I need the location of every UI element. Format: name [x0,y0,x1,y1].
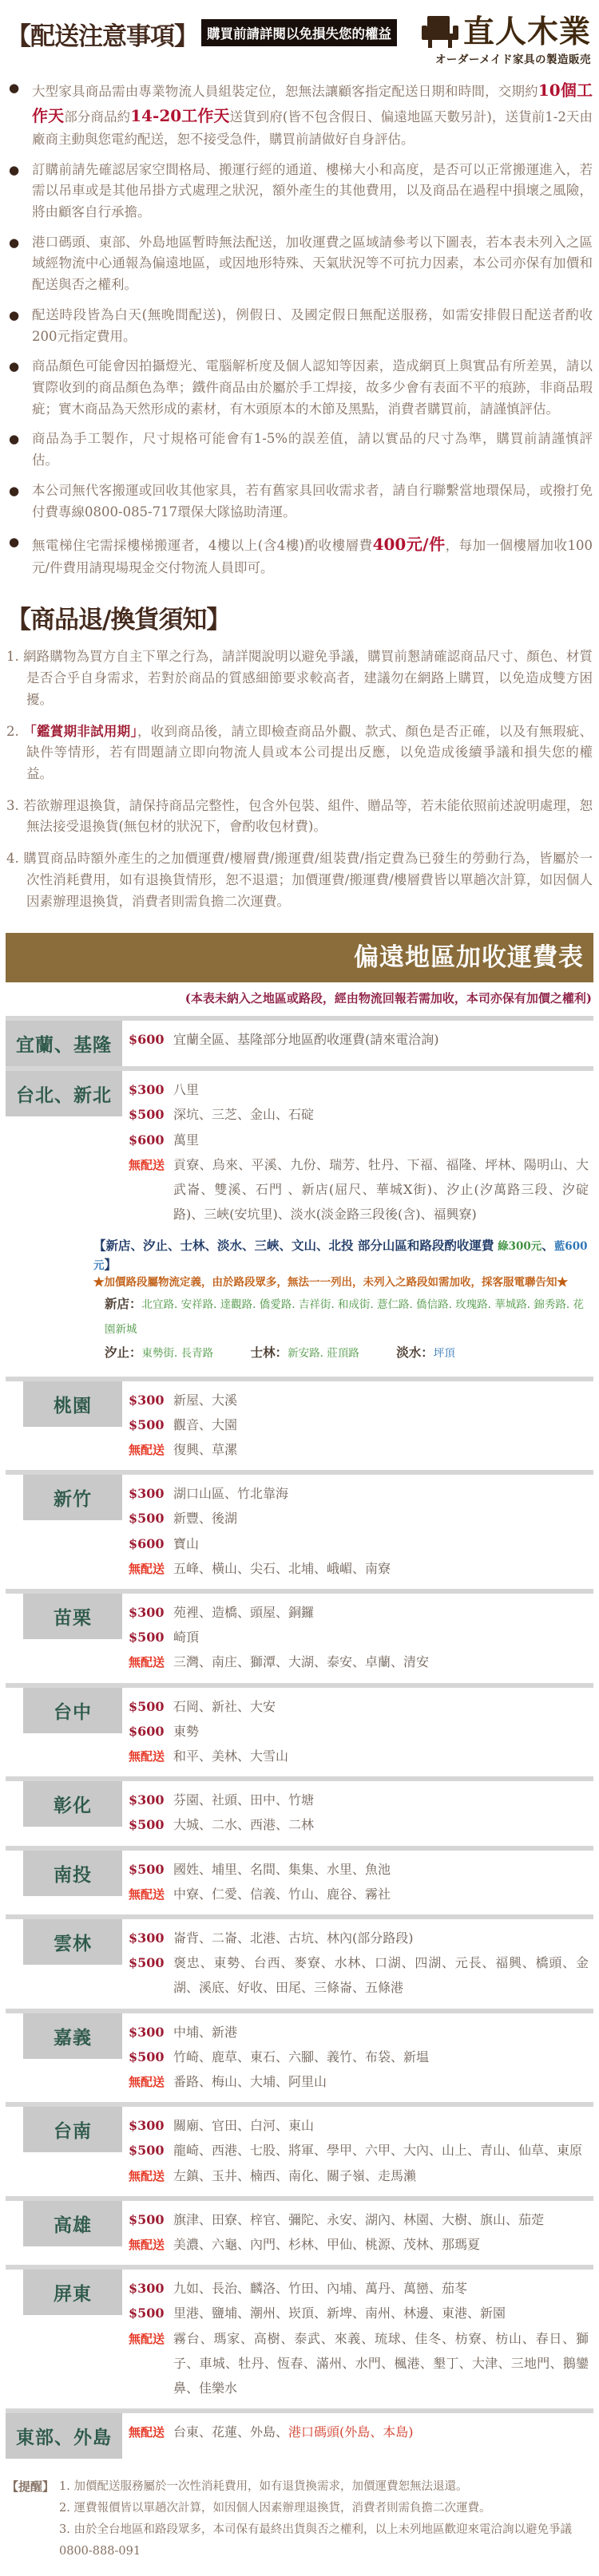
bullet-icon: ● [9,535,20,550]
fee-line [129,1625,592,1650]
returns-item [6,646,593,710]
fee-line [129,2326,592,2401]
fee-areas: 竹崎、鹿草、東石、六腳、義竹、布袋、新塭 [173,2049,430,2064]
bullet-icon: ● [9,432,20,447]
fee-areas: 和平、美林、大雪山 [173,1748,289,1764]
notice-item [6,160,593,223]
fee-price: $500 [129,1107,165,1123]
fee-areas: 復興、草漯 [173,1441,238,1457]
fee-price: $600 [129,1032,165,1048]
fee-price: $500 [129,2305,165,2321]
page-title: 【配送注意事項】 [6,22,198,51]
delivery-notice-list [0,69,599,579]
fee-areas: 東勢 [173,1723,200,1739]
note-headline: 【新店、汐止、士林、淡水、三峽、文山、北投 部分山區和路段酌收運費 綠300元、藍600元】 [93,1238,588,1272]
bullet-icon: ● [9,162,20,177]
returns-item-text: 1. 網路購物為買方自主下單之行為，請詳閱說明以避免爭議，購買前懇請確認商品尺寸、顏色、材質是否合乎自身需求，若對於商品的質感細節要求較高者，建議勿在網路上購買，以免造成雙方困擾。 [6,649,593,707]
notice-item [6,77,593,151]
fee-table-row [6,2009,593,2103]
fee-price: $300 [129,1930,165,1946]
bullet-icon: ● [9,307,20,322]
fee-line [129,1531,592,1556]
fee-line [129,2163,592,2188]
region-fee-list [122,2013,593,2103]
fee-table-row [6,1846,593,1914]
fee-price: $500 [129,1861,165,1877]
region-label: 新竹 [23,1475,122,1520]
fee-areas: 龍崎、西港、七股、將軍、學甲、六甲、大內、山上、青山、仙草、東原 [173,2143,583,2159]
fee-areas: 觀音、大園 [173,1416,238,1432]
fee-line [129,2276,592,2301]
fee-line [129,1857,592,1882]
notice-item [6,480,593,523]
fee-line [129,1437,592,1462]
fee-line [129,2069,592,2094]
returns-item-text: 2. 「鑑賞期非試用期」，收到商品後，請立即檢查商品外觀、款式、顏色是否正確，以及有無瑕疵、缺件等情形，若有問題請立即向物流人員或本公司提出反應，以免造成後續爭議和損失您的權益。 [6,723,593,781]
fee-price: $300 [129,2118,165,2134]
fee-areas: 關廟、官田、白河、東山 [173,2118,315,2134]
fee-areas: 深坑、三芝、金山、石碇 [173,1107,315,1123]
fee-line [129,1102,592,1127]
region-label: 雲林 [23,1919,122,1965]
fee-areas: 湖口山區、竹北靠海 [173,1486,289,1502]
region-label: 桃園 [23,1381,122,1427]
notice-item [6,356,593,420]
fee-areas: 崎頂 [173,1630,200,1646]
fee-price: $300 [129,2024,165,2040]
region-fee-list [122,1381,593,1471]
notice-text: 無電梯住宅需採樓梯搬運者，4樓以上(含4樓)酌收樓層費400元/件，每加一個樓層加收100元/件費用請現場現金交付物流人員即可。 [32,535,593,575]
notice-text: 港口碼頭、東部、外島地區暫時無法配送，加收運費之區域請參考以下圖表，若本表未列入之區域經物流中心通報為偏遠地區，或因地形特殊、天氣狀況等不可抗力因素，本公司亦保有加價和配送與否之權利。 [32,234,593,293]
fee-price: 無配送 [129,2238,165,2253]
reminder-item-list [59,2476,593,2562]
fee-price: 無配送 [129,2425,165,2440]
notice-item [6,531,593,579]
fee-areas: 三灣、南庄、獅潭、大湖、泰安、卓蘭、清安 [173,1654,430,1670]
fee-line [129,1388,592,1412]
fee-line [129,1882,592,1906]
region-fee-list [122,2270,593,2408]
fee-areas: 國姓、埔里、名間、集集、水里、魚池 [173,1861,391,1877]
fee-areas: 新屋、大溪 [173,1392,238,1408]
fee-table-row [6,2265,593,2408]
region-fee-list [122,1781,593,1845]
fee-areas: 霧台、瑪家、高樹、泰武、來義、琉球、佳冬、枋寮、枋山、春日、獅子、車城、牡丹、恆春、滿州、水門、楓港、墾丁、大津、三地門、鵝鑾鼻、佳樂水 [173,2330,589,2396]
fee-price: $500 [129,1955,165,1971]
region-fee-list [122,1851,593,1914]
bullet-icon: ● [9,483,20,498]
fee-areas: 新豐、後湖 [173,1511,238,1527]
fee-line [129,2232,592,2257]
fee-price: $500 [129,1817,165,1833]
fee-line [129,1077,592,1102]
fee-line [129,1744,592,1768]
fee-areas: 貢寮、烏來、平溪、九份、瑞芳、牡丹、下福、福隆、坪林、陽明山、大武崙、雙溪、石門 、新店(屈尺、華城X街)、汐止(汐萬路三段、汐碇路)、三峽(安坑里)、淡水(淡金路三段後(含)、福興寮) [173,1156,589,1223]
fee-price: 無配送 [129,2074,165,2089]
fee-line [129,1556,592,1581]
region-fee-list [122,1475,593,1589]
fee-line [129,1027,592,1052]
fee-line [129,1950,592,2000]
fee-price: $600 [129,1132,165,1148]
fee-areas: 中埔、新港 [173,2024,238,2040]
fee-areas: 番路、梅山、大埔、阿里山 [173,2073,327,2089]
fee-price: $300 [129,1392,165,1408]
fee-table-rows [0,1016,599,2459]
bullet-icon: ● [9,359,20,374]
region-fee-list [122,2413,593,2452]
fee-price: $300 [129,1082,165,1098]
fee-price: 無配送 [129,1442,165,1457]
fee-line [129,1694,592,1719]
reminder-footer [0,2459,599,2562]
fee-areas: 萬里 [173,1132,200,1148]
region-label: 嘉義 [23,2013,122,2059]
fee-areas: 左鎮、玉井、楠西、南化、關子嶺、走馬瀨 [173,2167,417,2183]
note-disclaimer: ★加價路段屬物流定義，由於路段眾多，無法一一列出，未列入之路段如需加收，採客服電聯告知★ [93,1276,568,1290]
brand-tagline: オーダーメイド家具の製造販売 [434,53,591,66]
fee-areas: 旗津、田寮、梓官、彌陀、永安、湖內、林園、大樹、旗山、茄萣 [173,2211,545,2227]
note-other-roads: 汐止：東勢街. 長青路 士林：新安路. 莊頂路 淡水：坪頂 [105,1345,455,1361]
fee-price: $500 [129,1416,165,1432]
fee-table-row [6,1914,593,2009]
fee-table-subtitle: (本表未納入之地區或路段，經由物流回報若需加收，本司亦保有加價之權利) [184,991,592,1006]
fee-table-row [6,2196,593,2265]
region-label: 台中 [23,1688,122,1733]
fee-areas: 大城、二水、西港、二林 [173,1817,315,1833]
fee-table-row [6,1377,593,1471]
fee-price: $300 [129,1792,165,1808]
bullet-icon: ● [9,81,20,95]
fee-areas: 台東、花蓮、外島、港口碼頭(外島、本島) [173,2424,414,2440]
notice-text: 本公司無代客搬運或回收其他家具，若有舊家具回收需求者，請自行聯繫當地環保局，或撥打免付費專線0800-085-717環保大隊協助清運。 [32,482,593,520]
notice-text: 商品為手工製作，尺寸規格可能會有1-5%的誤差值，請以實品的尺寸為準，購買前請謹慎評估。 [32,431,593,468]
brand-name: 直人木業 [462,13,591,50]
fee-areas: 里港、鹽埔、潮州、崁頂、新埤、南州、林邊、東港、新園 [173,2305,506,2321]
region-label: 台南 [23,2107,122,2152]
fee-price: 無配送 [129,1655,165,1670]
fee-line [129,2420,592,2444]
fee-areas: 苑裡、造橋、頭屋、銅鑼 [173,1604,315,1620]
fee-areas: 八里 [173,1082,200,1098]
notice-text: 配送時段皆為白天(無晚間配送)，例假日、及國定假日無配送服務，如需安排假日配送者酌收200元指定費用。 [32,306,593,344]
fee-line [129,1128,592,1152]
reminder-item: 2. 運費報價皆以單趟次計算，如因個人因素辦理退換貨，消費者則需負擔二次運費。 [59,2502,491,2515]
region-fee-list [93,1071,593,1376]
region-fee-list [122,2201,593,2265]
returns-item [6,848,593,912]
returns-item-list [6,646,593,912]
fee-line [129,1506,592,1531]
fee-line [129,1152,592,1227]
fee-price: $500 [129,2049,165,2064]
brand-logo [422,13,593,66]
fee-price: $600 [129,1535,165,1551]
fee-areas: 宜蘭全區、基隆部分地區酌收運費(請來電洽詢) [173,1032,439,1048]
fee-price: $500 [129,1630,165,1646]
fee-price: 無配送 [129,1157,165,1172]
fee-price: 無配送 [129,1887,165,1902]
armchair-icon [422,16,458,48]
region-fee-list [122,1919,593,2009]
region-fee-list [122,1594,593,1683]
fee-line [129,1788,592,1812]
notice-item [6,305,593,347]
fee-areas: 美濃、六龜、內門、杉林、甲仙、桃源、茂林、那瑪夏 [173,2237,481,2253]
fee-line [129,2138,592,2163]
fee-areas: 寶山 [173,1535,200,1551]
note-xindian-roads: 新店：北宜路. 安祥路. 達觀路. 僑愛路. 吉祥街. 和成街. 薏仁路. 僑信路. 玫瑰路. 華城路. 錦秀路. 花園新城 [105,1296,584,1336]
returns-section [0,599,599,912]
notice-text: 訂購前請先確認居家空間格局、搬運行經的通道、樓梯大小和高度，是否可以正常搬運進入，若需以吊車或是其他吊掛方式處理之狀況，額外產生的其他費用，以及商品在過程中損壞之風險，將由顧客自行承擔。 [32,161,593,219]
reminder-item: 3. 由於全台地區和路段眾多，本司保有最終出貨與否之權利，以上未列地區歡迎來電洽詢以避免爭議 0800-888-091 [59,2523,572,2558]
returns-title: 【商品退/換貨須知】 [6,606,231,635]
region-label: 南投 [23,1851,122,1896]
taipei-surcharge-note [93,1236,592,1365]
fee-areas: 九如、長治、麟洛、竹田、內埔、萬丹、萬巒、茄苳 [173,2281,468,2297]
fee-line [129,1926,592,1950]
fee-price: $600 [129,1723,165,1739]
fee-areas: 芬園、社頭、田中、竹塘 [173,1792,315,1808]
fee-table-row [6,1016,593,1066]
fee-table-row [6,1066,593,1376]
fee-line [129,1600,592,1625]
fee-areas: 中寮、仁愛、信義、竹山、鹿谷、霧社 [173,1886,391,1902]
returns-item [6,796,593,838]
fee-line [129,1812,592,1837]
notice-item [6,429,593,471]
fee-price: 無配送 [129,2331,165,2346]
notice-text: 大型家具商品需由專業物流人員組裝定位，恕無法讓顧客指定配送日期和時間，交期約10個工作天部分商品約14-20工作天送貨到府(皆不包含假日、偏遠地區天數另計)，送貨前1-2天由廠商主動與您電約配送，恕不接受急件，購買前請做好自身評估。 [32,81,593,147]
fee-price: $500 [129,2211,165,2227]
fee-table-row [6,1776,593,1845]
fee-price: $300 [129,1604,165,1620]
page-subtitle-badge: 購買前請詳閱以免損失您的權益 [201,19,397,46]
fee-price: 無配送 [129,1561,165,1576]
fee-line [129,2113,592,2138]
notice-item [6,232,593,296]
region-label: 屏東 [23,2270,122,2315]
fee-line [129,1412,592,1437]
region-label: 彰化 [23,1781,122,1827]
fee-areas: 五峰、橫山、尖石、北埔、峨嵋、南寮 [173,1560,391,1576]
reminder-item: 1. 加價配送服務屬於一次性消耗費用，如有退貨換需求，加價運費恕無法退還。 [59,2480,468,2494]
notice-text: 商品顏色可能會因拍攝燈光、電腦解析度及個人認知等因素，造成網頁上與實品有所差異，請以實際收到的商品顏色為準；鐵件商品由於屬於手工焊接，故多少會有表面不平的痕跡，非商品瑕疵；實木商品為天然形成的素材，有木頭原本的木節及黑點，消費者購買前，請謹慎評估。 [32,358,593,417]
page-header [0,5,599,69]
fee-line [129,1481,592,1506]
region-label: 苗栗 [23,1594,122,1639]
fee-areas: 褒忠、東勢、台西、麥寮、水林、口湖、四湖、元長、福興、橋頭、金湖、溪底、好收、田尾、三條崙、五條港 [173,1955,589,1996]
fee-line [129,1719,592,1744]
fee-price: $300 [129,1486,165,1502]
fee-table-title: 偏遠地區加收運費表 [6,933,593,982]
fee-areas: 石岡、新社、大安 [173,1698,276,1714]
fee-price: $500 [129,1511,165,1527]
region-label: 高雄 [23,2201,122,2246]
returns-item-text: 4. 購買商品時額外產生的之加價運費/樓層費/搬運費/組裝費/指定費為已發生的勞動行為，皆屬於一次性消耗費用，如有退換貨情形，恕不退還；加價運費/搬運費/樓層費皆以單趟次計算，如因個人因素辦理退換貨，消費者則需負擔二次運費。 [6,851,593,909]
returns-item [6,721,593,785]
fee-line [129,2020,592,2045]
remote-fee-table [0,933,599,2459]
region-label: 東部、外島 [6,2413,122,2459]
region-fee-list [122,1688,593,1777]
fee-line [129,1650,592,1674]
fee-line [129,2207,592,2232]
fee-table-row [6,1470,593,1589]
fee-price: $500 [129,2143,165,2159]
region-fee-list [122,2107,593,2196]
reminder-label: 【提醒】 [6,2479,55,2495]
returns-item-text: 3. 若欲辦理退換貨，請保持商品完整性，包含外包裝、組件、贈品等，若未能依照前述說明處理，恕無法接受退換貨(無包材的狀況下，會酌收包材費)。 [6,797,593,835]
fee-price: $300 [129,2281,165,2297]
fee-price: 無配送 [129,1748,165,1764]
region-label: 宜蘭、基隆 [6,1021,122,1066]
brand-row [422,13,591,50]
fee-table-row [6,1589,593,1683]
bullet-icon: ● [9,235,20,250]
fee-price: 無配送 [129,2168,165,2183]
fee-table-row [6,2102,593,2196]
fee-table-row [6,2408,593,2459]
header-title-group [6,16,397,52]
fee-line [129,2301,592,2325]
fee-areas: 崙背、二崙、北港、古坑、林內(部分路段) [173,1930,414,1946]
fee-table-row [6,1683,593,1777]
region-fee-list [122,1021,593,1060]
region-label: 台北、新北 [6,1071,122,1116]
fee-price: $500 [129,1698,165,1714]
fee-line [129,2045,592,2069]
